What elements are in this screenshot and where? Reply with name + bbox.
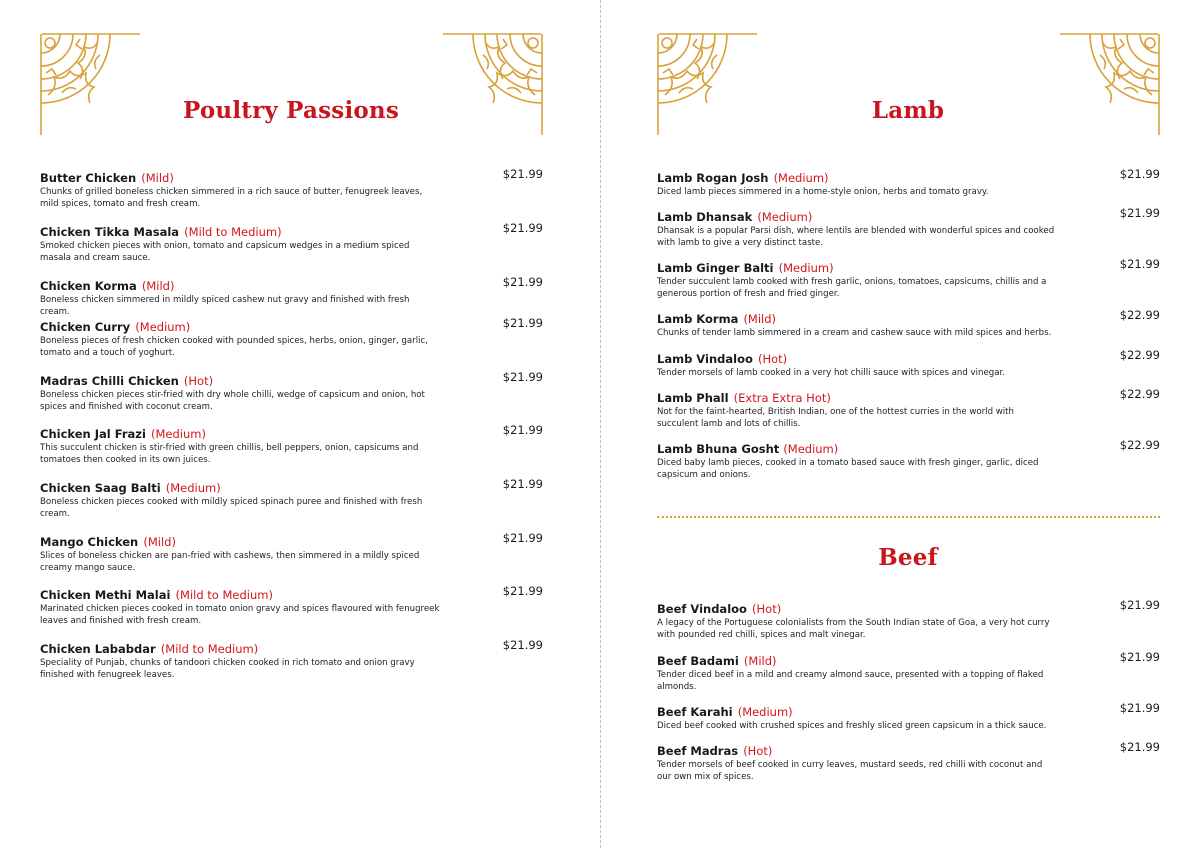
menu-item-spice-level: (Medium) [757, 210, 813, 224]
menu-item [657, 740, 1160, 783]
menu-item-description: Boneless pieces of fresh chicken cooked with pounded spices, herbs, onion, ginger, garlic, tomato and a touch of yoghurt. [40, 336, 428, 358]
section-title-poultry: Poultry Passions [182, 97, 400, 124]
menu-item [40, 423, 543, 466]
menu-item-description: Tender succulent lamb cooked with fresh garlic, onions, tomatoes, capsicums, chillis and a generous portion of fresh and fried ginger. [657, 277, 1047, 299]
menu-item-spice-level: (Hot) [752, 602, 782, 616]
menu-item-header [40, 531, 543, 547]
menu-item-description: Slices of boneless chicken are pan-fried with cashews, then simmered in a mildly spiced creamy mango sauce. [40, 551, 420, 573]
menu-item-spice-level: (Mild to Medium) [175, 588, 273, 602]
menu-item-spice-level: (Mild) [141, 279, 175, 293]
menu-item [657, 206, 1160, 249]
menu-item-price: $21.99 [502, 531, 543, 545]
menu-item [40, 370, 543, 413]
section-separator [657, 516, 1160, 518]
menu-item-header [40, 584, 543, 600]
menu-item-description: Not for the faint-hearted, British Indian, one of the hottest curries in the world with succulent lamb and lots of chillis. [657, 407, 1014, 429]
menu-item [657, 348, 1160, 379]
menu-item-spice-level: (Medium) [773, 171, 829, 185]
menu-item [657, 701, 1160, 732]
menu-item-spice-level: (Medium) [150, 427, 206, 441]
menu-item [657, 387, 1160, 430]
menu-item-price: $21.99 [1119, 701, 1160, 715]
menu-item-price: $21.99 [502, 221, 543, 235]
menu-item-header [657, 308, 1160, 324]
menu-item-price: $21.99 [1119, 650, 1160, 664]
menu-item-header [40, 221, 543, 237]
menu-item-header [40, 638, 543, 654]
menu-item-header [40, 477, 543, 493]
menu-item [40, 477, 543, 520]
menu-item-spice-level: (Mild) [141, 171, 174, 185]
menu-item-name: Chicken Saag Balti [40, 481, 161, 495]
menu-item-header [657, 167, 1160, 183]
menu-item-name: Beef Madras [657, 744, 739, 758]
menu-item [40, 584, 543, 627]
menu-item-price: $22.99 [1119, 348, 1160, 362]
menu-item-price: $21.99 [1119, 598, 1160, 612]
menu-item-spice-level: (Extra Extra Hot) [733, 391, 831, 405]
menu-item-name: Lamb Dhansak [657, 210, 753, 224]
menu-item [657, 438, 1160, 481]
menu-item-description: Boneless chicken simmered in mildly spiced cashew nut gravy and finished with fresh cream. [40, 295, 410, 317]
menu-item-name: Mango Chicken [40, 535, 139, 549]
menu-item-name: Lamb Rogan Josh [657, 171, 769, 185]
menu-item-price: $21.99 [1119, 206, 1160, 220]
menu-item-price: $21.99 [502, 423, 543, 437]
menu-item [657, 598, 1160, 641]
menu-item-spice-level: (Mild) [743, 654, 777, 668]
menu-item-price: $21.99 [502, 370, 543, 384]
menu-item [657, 308, 1160, 339]
menu-item-price: $22.99 [1119, 387, 1160, 401]
menu-item-name: Beef Karahi [657, 705, 733, 719]
menu-item-name: Lamb Bhuna Gosht [657, 442, 784, 456]
menu-item-header [657, 257, 1160, 273]
menu-item-name: Chicken Korma [40, 279, 137, 293]
menu-item [40, 531, 543, 574]
menu-item-description: Diced baby lamb pieces, cooked in a tomato based sauce with fresh ginger, garlic, diced capsicum and onions. [657, 458, 1039, 480]
menu-item-description: A legacy of the Portuguese colonialists from the South Indian state of Goa, a very hot curry with pounded red chilli, spices and malt vinegar. [657, 618, 1050, 640]
menu-item-price: $21.99 [502, 275, 543, 289]
menu-item-name: Chicken Lababdar [40, 642, 156, 656]
menu-item-price: $22.99 [1119, 308, 1160, 322]
menu-item-spice-level: (Medium) [783, 442, 839, 456]
menu-item [40, 167, 543, 210]
menu-item-spice-level: (Mild to Medium) [184, 225, 282, 239]
menu-item-name: Chicken Jal Frazi [40, 427, 146, 441]
menu-item-name: Beef Vindaloo [657, 602, 747, 616]
menu-item-description: Tender morsels of beef cooked in curry leaves, mustard seeds, red chilli with coconut and our own mix of spices. [657, 760, 1043, 782]
menu-item [657, 167, 1160, 198]
menu-item [40, 221, 543, 264]
menu-item-name: Beef Badami [657, 654, 739, 668]
menu-item-header [657, 348, 1160, 364]
menu-item [40, 316, 543, 359]
menu-item-price: $21.99 [1119, 167, 1160, 181]
menu-item-header [40, 316, 543, 332]
menu-item-price: $21.99 [502, 584, 543, 598]
menu-item-spice-level: (Hot) [183, 374, 214, 388]
menu-item-name: Madras Chilli Chicken [40, 374, 179, 388]
menu-item-spice-level: (Hot) [757, 352, 788, 366]
menu-item-header [657, 740, 1160, 756]
menu-item-description: Chunks of tender lamb simmered in a cream and cashew sauce with mild spices and herbs. [657, 328, 1052, 338]
menu-item [657, 257, 1160, 300]
menu-item [40, 638, 543, 681]
menu-item-header [40, 167, 543, 183]
menu-item-description: Diced lamb pieces simmered in a home-style onion, herbs and tomato gravy. [657, 187, 989, 197]
menu-item-header [657, 438, 1160, 454]
right-page [600, 0, 1200, 848]
menu-item-name: Lamb Korma [657, 312, 739, 326]
menu-item-name: Chicken Tikka Masala [40, 225, 180, 239]
menu-item-spice-level: (Medium) [135, 320, 191, 334]
menu-item-description: Chunks of grilled boneless chicken simmered in a rich sauce of butter, fenugreek leaves, mild spices, tomato and fresh cream. [40, 187, 423, 209]
menu-item-spice-level: (Mild) [143, 535, 176, 549]
menu-item [40, 275, 543, 318]
menu-item-name: Butter Chicken [40, 171, 137, 185]
menu-item-header [40, 370, 543, 386]
menu-item-name: Chicken Methi Malai [40, 588, 171, 602]
menu-item-description: Boneless chicken pieces stir-fried with dry whole chilli, wedge of capsicum and onion, hot spices and finished with coconut cream. [40, 390, 425, 412]
menu-item-description: Tender morsels of lamb cooked in a very hot chilli sauce with spices and vinegar. [657, 368, 1005, 378]
menu-item-name: Lamb Ginger Balti [657, 261, 774, 275]
menu-item-name: Lamb Phall [657, 391, 729, 405]
menu-item-spice-level: (Medium) [165, 481, 221, 495]
menu-item-description: This succulent chicken is stir-fried with green chillis, bell peppers, onion, capsicums and tomatoes then cooked in its own juices. [40, 443, 419, 465]
menu-item-description: Marinated chicken pieces cooked in tomato onion gravy and spices flavoured with fenugreek leaves and finished with fresh cream. [40, 604, 440, 626]
menu-item-spice-level: (Mild to Medium) [160, 642, 259, 656]
menu-item-price: $21.99 [502, 167, 543, 181]
menu-item-name: Lamb Vindaloo [657, 352, 753, 366]
menu-item-price: $21.99 [1119, 740, 1160, 754]
menu-item-spice-level: (Mild) [743, 312, 777, 326]
menu-item-name: Chicken Curry [40, 320, 131, 334]
menu-item-price: $21.99 [1119, 257, 1160, 271]
menu-item-header [40, 423, 543, 439]
menu-item-description: Smoked chicken pieces with onion, tomato and capsicum wedges in a medium spiced masala and cream sauce. [40, 241, 410, 263]
menu-item-header [40, 275, 543, 291]
menu-item-description: Boneless chicken pieces cooked with mildly spiced spinach puree and finished with fresh cream. [40, 497, 423, 519]
menu-item-header [657, 206, 1160, 222]
menu-item-price: $21.99 [502, 316, 543, 330]
menu-item-header [657, 701, 1160, 717]
menu-item-description: Tender diced beef in a mild and creamy almond sauce, presented with a topping of flaked almonds. [657, 670, 1044, 692]
menu-item-spice-level: (Medium) [737, 705, 793, 719]
menu-item-header [657, 650, 1160, 666]
menu-item [657, 650, 1160, 693]
menu-item-description: Diced beef cooked with crushed spices and freshly sliced green capsicum in a thick sauce. [657, 721, 1047, 731]
menu-item-description: Speciality of Punjab, chunks of tandoori chicken cooked in rich tomato and onion gravy finished with fenugreek leaves. [40, 658, 415, 680]
menu-item-spice-level: (Hot) [743, 744, 773, 758]
menu-item-description: Dhansak is a popular Parsi dish, where lentils are blended with wonderful spices and cooked with lamb to give a very distinct taste. [657, 226, 1055, 248]
menu-item-price: $22.99 [1119, 438, 1160, 452]
menu-item-price: $21.99 [502, 638, 543, 652]
menu-item-header [657, 387, 1160, 403]
menu-item-header [657, 598, 1160, 614]
menu-item-spice-level: (Medium) [778, 261, 834, 275]
menu-item-price: $21.99 [502, 477, 543, 491]
section-title-beef: Beef [878, 544, 938, 571]
section-title-lamb: Lamb [871, 97, 945, 124]
